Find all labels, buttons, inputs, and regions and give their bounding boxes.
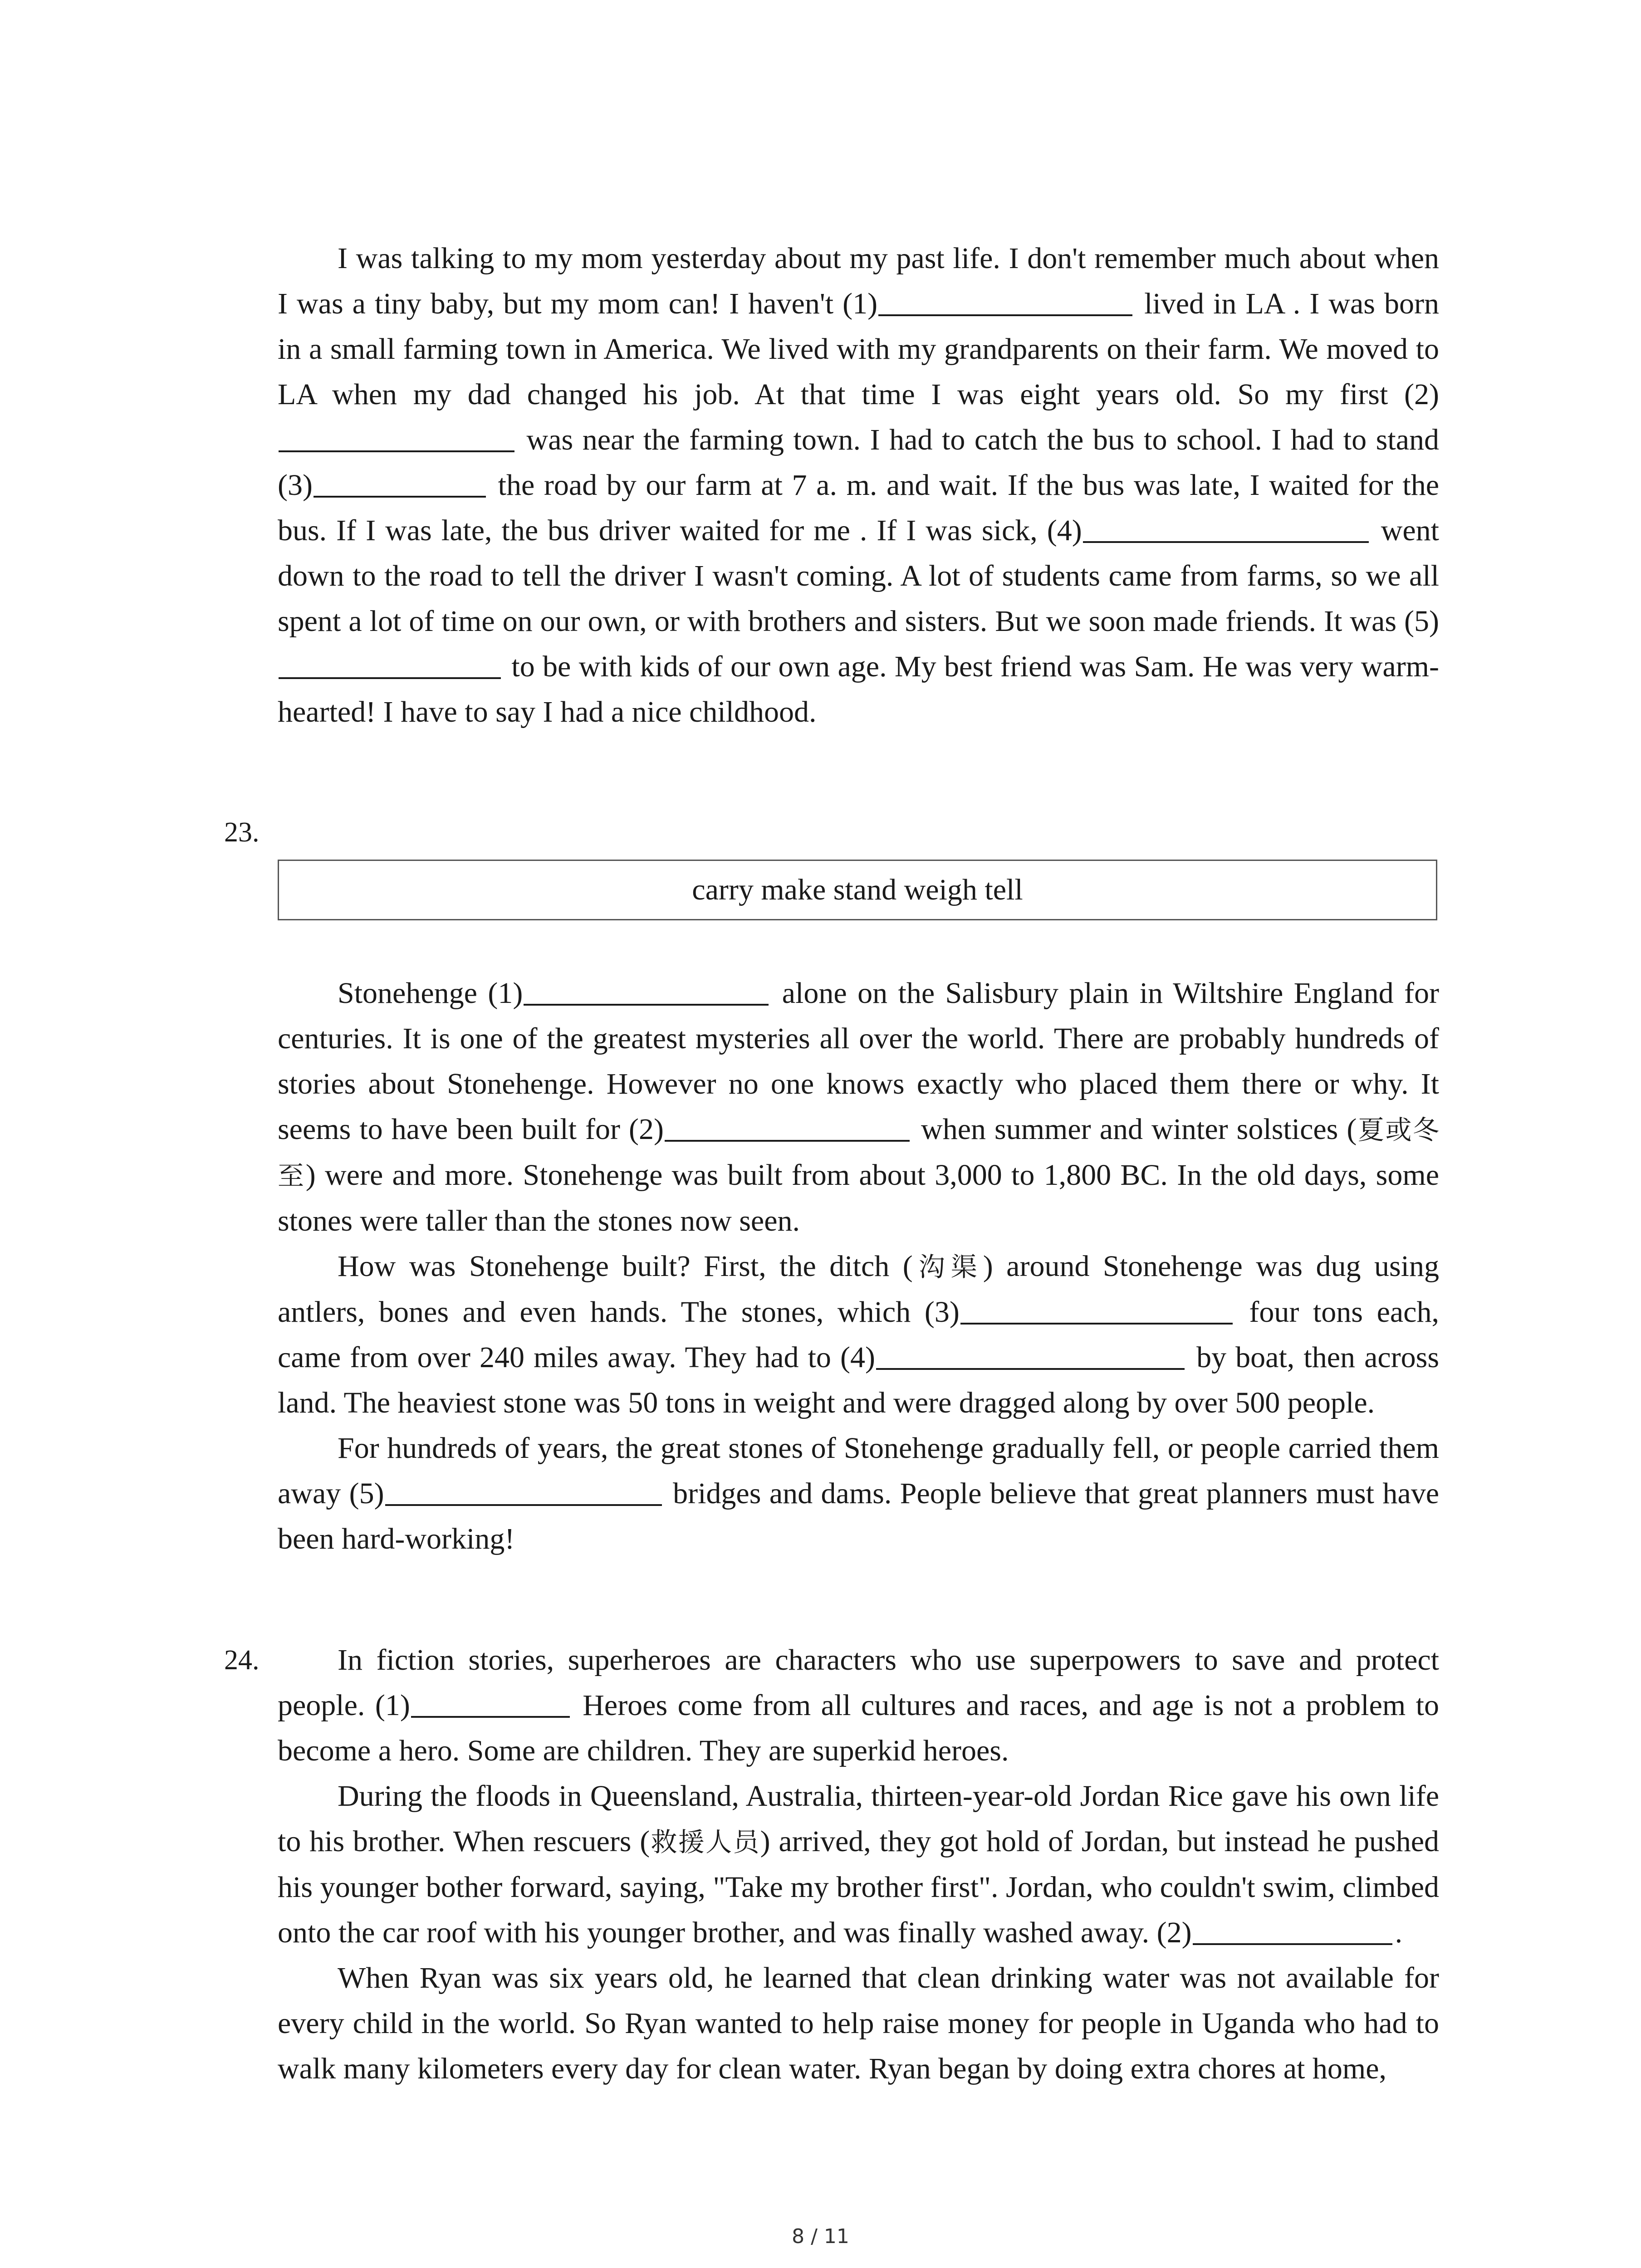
passage-text: . [1395,1916,1403,1949]
page-number: 8 / 11 [792,2225,849,2248]
blank-4[interactable] [876,1340,1185,1370]
question-number-24: 24. [224,1645,260,1676]
blank-2[interactable] [279,422,514,452]
passage-23-paragraph-3 [278,1426,1439,1562]
word-bank-text: carry make stand weigh tell [692,873,1023,906]
passage-23-paragraph-2 [278,1244,1439,1426]
passage-text: Heroes come from all cultures and races, and age is not a problem to become a hero. Some are children. They are superkid heroes. [278,1689,1439,1767]
blank-1[interactable] [524,976,769,1006]
passage-1-text: I was talking to my mom yesterday about my past life. I don't remember much about when I was a tiny baby, but my mom can! I haven't (1) [278,242,1439,320]
blank-5[interactable] [279,649,501,679]
passage-text: For hundreds of years, the great stones of Stonehenge gradually fell, or people carried them away (5) [278,1432,1439,1510]
chinese-gloss: 沟渠 [912,1251,983,1282]
passage-text: ) arrived, they got hold of Jordan, but instead he pushed his younger bother forward, saying, "Take my brother first". Jordan, who couldn't swim, climbed onto the car roof with his younger brother, and was finally washed away. (2) [278,1825,1440,1949]
passage-text: How was Stonehenge built? First, the ditch ( [338,1250,913,1283]
passage-24-paragraph-2 [278,1774,1439,1955]
passage-text: During the floods in Queensland, Australia, thirteen-year-old Jordan Rice gave his own life to his brother. When rescuers ( [278,1779,1439,1858]
passage-1-text: went down to the road to tell the driver I wasn't coming. A lot of students came from farms, so we all spent a lot of time on our own, or with brothers and sisters. But we soon made friends. It was (5) [278,514,1439,638]
blank-1[interactable] [878,286,1132,316]
chinese-gloss: 夏或冬至 [278,1114,1439,1191]
passage-1-text: lived in LA . I was born in a small farming town in America. We lived with my grandparents on their farm. We moved to LA when my dad changed his job. At that time I was eight years old. So my first (2) [278,287,1439,411]
passage-text: ) around Stonehenge was dug using antlers, bones and even hands. The stones, which (3) [278,1250,1439,1329]
blank-2[interactable] [665,1112,910,1142]
blank-3[interactable] [960,1295,1233,1325]
passage-1-text: to be with kids of our own age. My best friend was Sam. He was very warm-hearted! I have to say I had a nice childhood. [278,650,1439,728]
passage-text: bridges and dams. People believe that great planners must have been hard-working! [278,1477,1439,1555]
passage-24-paragraph-1 [278,1637,1439,1774]
passage-1 [278,236,1439,735]
passage-24 [278,1637,1439,2092]
passage-text: four tons each, came from over 240 miles away. They had to (4) [278,1295,1439,1374]
passage-text: Stonehenge (1) [338,977,523,1010]
passage-24-paragraph-3: When Ryan was six years old, he learned that clean drinking water was not available for every child in the world. So Ryan wanted to help raise money for people in Uganda who had to walk many kilometers every day for clean water. Ryan began by doing extra chores at home, [278,1961,1439,2085]
passage-23 [278,971,1439,1562]
blank-2[interactable] [1193,1915,1392,1945]
word-bank-box [278,860,1437,920]
passage-1-text: was near the farming town. I had to catch the bus to school. I had to stand (3) [278,423,1439,502]
question-number-23: 23. [224,817,260,848]
passage-text: when summer and winter solstices ( [912,1113,1357,1146]
chinese-gloss: 救援人员 [650,1827,760,1857]
blank-5[interactable] [385,1476,662,1506]
passage-text: alone on the Salisbury plain in Wiltshire England for centuries. It is one of the greatest mysteries all over the world. There are probably hundreds of stories about Stonehenge. However no one knows exactly who placed them there or why. It seems to have been built for (2) [278,977,1439,1146]
passage-text: by boat, then across land. The heaviest stone was 50 tons in weight and were dragged along by over 500 people. [278,1341,1440,1419]
passage-23-paragraph-1 [278,971,1439,1244]
passage-1-paragraph [278,236,1439,735]
passage-1-text: the road by our farm at 7 a. m. and wait. If the bus was late, I waited for the bus. If I was late, the bus driver waited for me . If I was sick, (4) [278,469,1439,547]
blank-1[interactable] [411,1688,570,1718]
passage-text: In fiction stories, superheroes are characters who use superpowers to save and protect people. (1) [278,1643,1439,1722]
blank-4[interactable] [1083,513,1369,543]
passage-text: ) were and more. Stonehenge was built from about 3,000 to 1,800 BC. In the old days, some stones were taller than the stones now seen. [278,1158,1439,1237]
blank-3[interactable] [314,468,486,498]
